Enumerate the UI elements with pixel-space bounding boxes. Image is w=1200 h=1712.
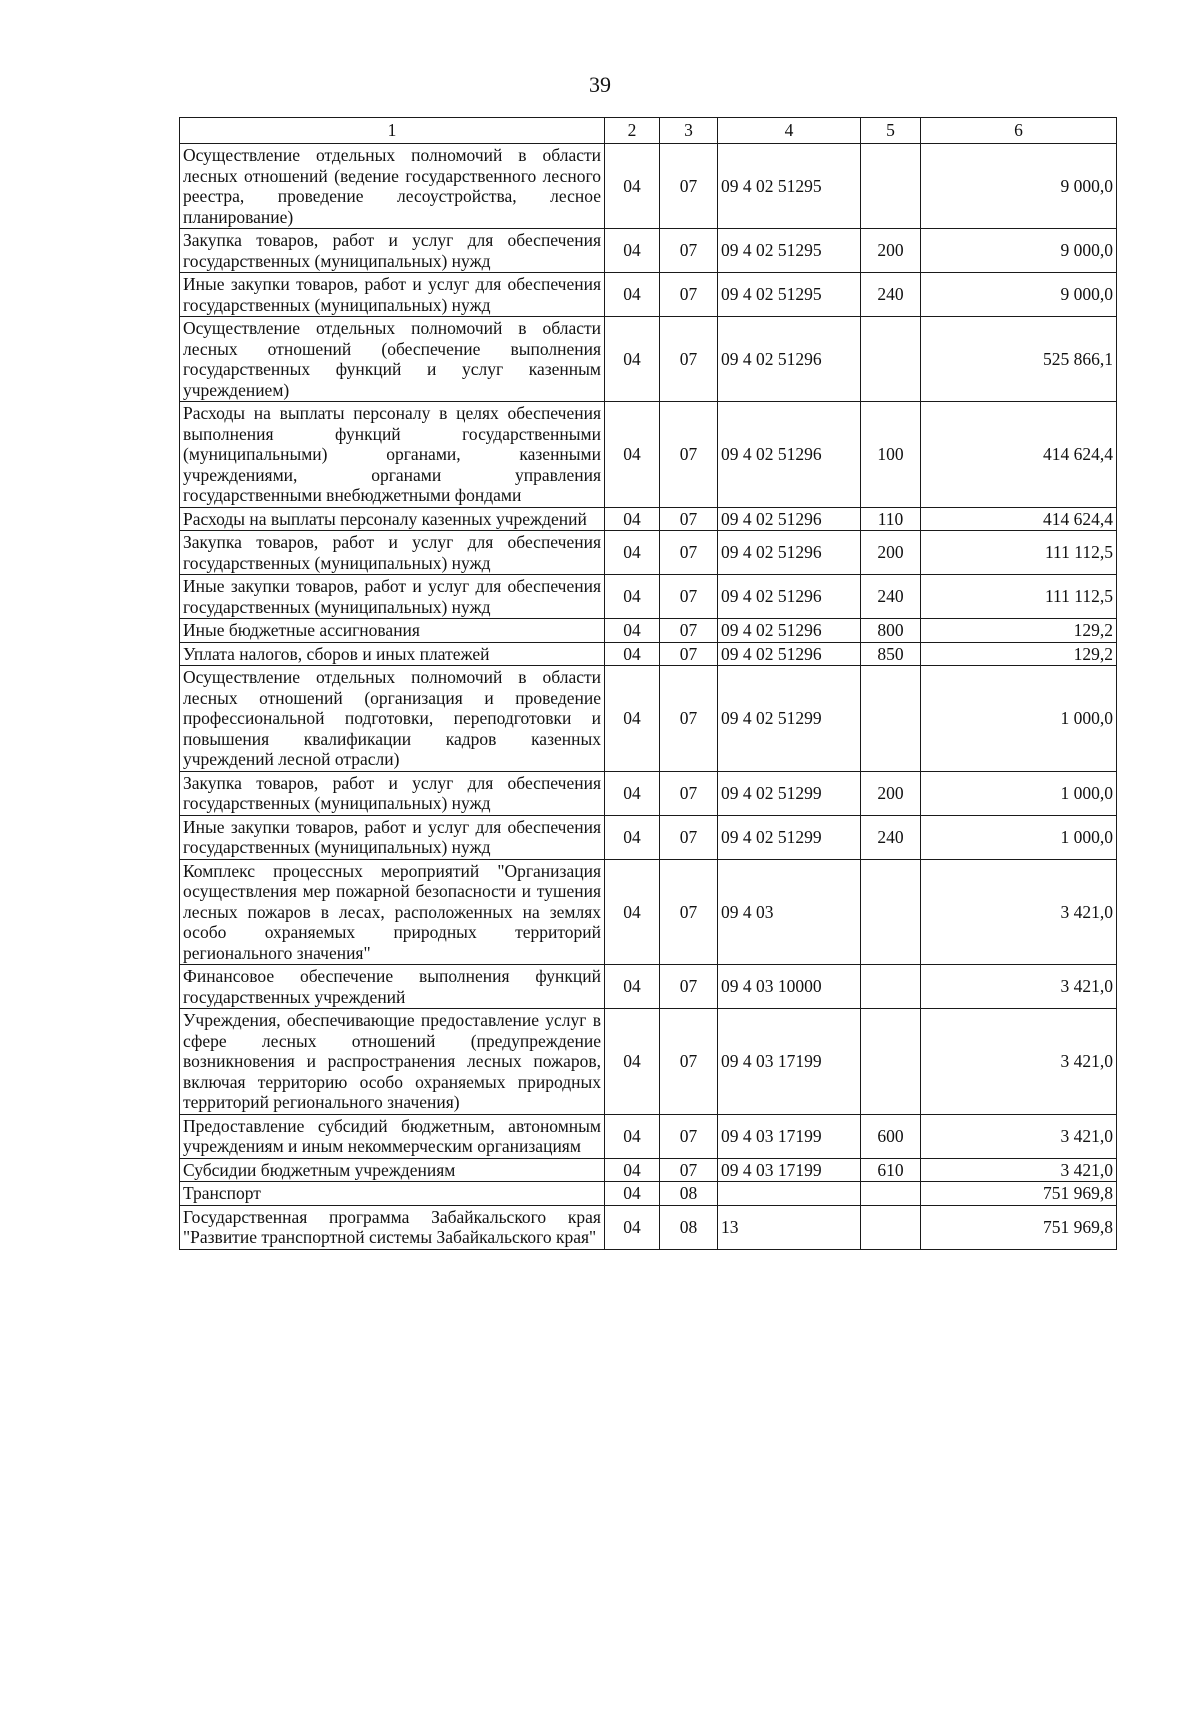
amount-cell: 414 624,4 xyxy=(921,402,1117,508)
expense-type-cell: 200 xyxy=(861,771,921,815)
subsection-code-cell: 08 xyxy=(660,1205,718,1249)
expense-type-cell: 110 xyxy=(861,507,921,531)
table-row xyxy=(180,1009,1117,1115)
expense-name-cell: Субсидии бюджетным учреждениям xyxy=(180,1158,605,1182)
subsection-code-cell: 08 xyxy=(660,1182,718,1206)
target-article-cell: 09 4 03 17199 xyxy=(718,1114,861,1158)
expense-type-cell xyxy=(861,1009,921,1115)
table-row xyxy=(180,642,1117,666)
subsection-code-cell: 07 xyxy=(660,402,718,508)
expense-name-cell: Уплата налогов, сборов и иных платежей xyxy=(180,642,605,666)
column-header: 1 xyxy=(180,118,605,144)
expense-type-cell: 240 xyxy=(861,273,921,317)
subsection-code-cell: 07 xyxy=(660,1158,718,1182)
target-article-cell: 09 4 02 51299 xyxy=(718,666,861,772)
column-header: 6 xyxy=(921,118,1117,144)
table-row xyxy=(180,531,1117,575)
table-row xyxy=(180,317,1117,402)
subsection-code-cell: 07 xyxy=(660,815,718,859)
target-article-cell: 09 4 02 51296 xyxy=(718,402,861,508)
amount-cell: 3 421,0 xyxy=(921,859,1117,965)
expense-type-cell: 240 xyxy=(861,815,921,859)
expense-name-cell: Комплекс процессных мероприятий "Организация осуществления мер пожарной безопасности и тушения лесных пожаров в лесах, расположенных на землях особо охраняемых природных территорий регионального значения" xyxy=(180,859,605,965)
section-code-cell: 04 xyxy=(605,1114,660,1158)
target-article-cell: 09 4 03 xyxy=(718,859,861,965)
subsection-code-cell: 07 xyxy=(660,273,718,317)
column-header: 5 xyxy=(861,118,921,144)
expense-name-cell: Иные закупки товаров, работ и услуг для обеспечения государственных (муниципальных) нужд xyxy=(180,575,605,619)
table-row xyxy=(180,1114,1117,1158)
expense-name-cell: Предоставление субсидий бюджетным, автономным учреждениям и иным некоммерческим организациям xyxy=(180,1114,605,1158)
section-code-cell: 04 xyxy=(605,619,660,643)
page-number: 39 xyxy=(589,72,611,97)
subsection-code-cell: 07 xyxy=(660,666,718,772)
amount-cell: 751 969,8 xyxy=(921,1205,1117,1249)
section-code-cell: 04 xyxy=(605,666,660,772)
target-article-cell: 09 4 03 17199 xyxy=(718,1158,861,1182)
target-article-cell: 09 4 02 51295 xyxy=(718,144,861,229)
table-header-row xyxy=(180,118,1117,144)
expense-type-cell: 200 xyxy=(861,531,921,575)
target-article-cell: 09 4 02 51296 xyxy=(718,317,861,402)
amount-cell: 1 000,0 xyxy=(921,666,1117,772)
expense-name-cell: Закупка товаров, работ и услуг для обеспечения государственных (муниципальных) нужд xyxy=(180,531,605,575)
expense-type-cell xyxy=(861,1182,921,1206)
expense-type-cell xyxy=(861,859,921,965)
table-row xyxy=(180,666,1117,772)
target-article-cell: 09 4 02 51295 xyxy=(718,229,861,273)
section-code-cell: 04 xyxy=(605,1205,660,1249)
section-code-cell: 04 xyxy=(605,1182,660,1206)
expense-name-cell: Иные закупки товаров, работ и услуг для обеспечения государственных (муниципальных) нужд xyxy=(180,273,605,317)
section-code-cell: 04 xyxy=(605,144,660,229)
expense-name-cell: Осуществление отдельных полномочий в области лесных отношений (ведение государственного лесного реестра, проведение лесоустройства, лесное планирование) xyxy=(180,144,605,229)
target-article-cell xyxy=(718,1182,861,1206)
expense-name-cell: Иные бюджетные ассигнования xyxy=(180,619,605,643)
target-article-cell: 09 4 02 51296 xyxy=(718,575,861,619)
subsection-code-cell: 07 xyxy=(660,619,718,643)
expense-type-cell: 100 xyxy=(861,402,921,508)
table-row xyxy=(180,859,1117,965)
amount-cell: 3 421,0 xyxy=(921,1114,1117,1158)
section-code-cell: 04 xyxy=(605,402,660,508)
section-code-cell: 04 xyxy=(605,642,660,666)
table-row xyxy=(180,815,1117,859)
expense-type-cell: 240 xyxy=(861,575,921,619)
expense-type-cell: 600 xyxy=(861,1114,921,1158)
expense-type-cell: 200 xyxy=(861,229,921,273)
amount-cell: 9 000,0 xyxy=(921,144,1117,229)
expense-type-cell: 800 xyxy=(861,619,921,643)
subsection-code-cell: 07 xyxy=(660,229,718,273)
subsection-code-cell: 07 xyxy=(660,642,718,666)
expense-name-cell: Финансовое обеспечение выполнения функций государственных учреждений xyxy=(180,965,605,1009)
section-code-cell: 04 xyxy=(605,273,660,317)
section-code-cell: 04 xyxy=(605,575,660,619)
table-row xyxy=(180,229,1117,273)
target-article-cell: 09 4 02 51299 xyxy=(718,815,861,859)
subsection-code-cell: 07 xyxy=(660,317,718,402)
amount-cell: 751 969,8 xyxy=(921,1182,1117,1206)
amount-cell: 129,2 xyxy=(921,642,1117,666)
subsection-code-cell: 07 xyxy=(660,965,718,1009)
table-row xyxy=(180,1205,1117,1249)
table-row xyxy=(180,1182,1117,1206)
section-code-cell: 04 xyxy=(605,771,660,815)
subsection-code-cell: 07 xyxy=(660,144,718,229)
expense-name-cell: Закупка товаров, работ и услуг для обеспечения государственных (муниципальных) нужд xyxy=(180,771,605,815)
target-article-cell: 09 4 02 51296 xyxy=(718,507,861,531)
expense-name-cell: Осуществление отдельных полномочий в области лесных отношений (обеспечение выполнения государственных функций и услуг казенным учреждением) xyxy=(180,317,605,402)
table-row xyxy=(180,144,1117,229)
expense-name-cell: Расходы на выплаты персоналу в целях обеспечения выполнения функций государственными (муниципальными) органами, казенными учреждениями, органами управления государственными внебюджетными фондами xyxy=(180,402,605,508)
expense-type-cell xyxy=(861,1205,921,1249)
target-article-cell: 09 4 02 51299 xyxy=(718,771,861,815)
expense-name-cell: Иные закупки товаров, работ и услуг для обеспечения государственных (муниципальных) нужд xyxy=(180,815,605,859)
section-code-cell: 04 xyxy=(605,965,660,1009)
amount-cell: 111 112,5 xyxy=(921,575,1117,619)
column-header: 3 xyxy=(660,118,718,144)
amount-cell: 111 112,5 xyxy=(921,531,1117,575)
subsection-code-cell: 07 xyxy=(660,1114,718,1158)
expense-type-cell xyxy=(861,666,921,772)
expense-name-cell: Закупка товаров, работ и услуг для обеспечения государственных (муниципальных) нужд xyxy=(180,229,605,273)
subsection-code-cell: 07 xyxy=(660,771,718,815)
expense-name-cell: Осуществление отдельных полномочий в области лесных отношений (организация и проведение профессиональной подготовки, переподготовки и повышения квалификации кадров казенных учреждений лесной отрасли) xyxy=(180,666,605,772)
target-article-cell: 09 4 03 10000 xyxy=(718,965,861,1009)
amount-cell: 3 421,0 xyxy=(921,1009,1117,1115)
table-row xyxy=(180,1158,1117,1182)
expense-name-cell: Государственная программа Забайкальского края "Развитие транспортной системы Забайкальского края" xyxy=(180,1205,605,1249)
amount-cell: 9 000,0 xyxy=(921,273,1117,317)
table-row xyxy=(180,402,1117,508)
expense-name-cell: Учреждения, обеспечивающие предоставление услуг в сфере лесных отношений (предупреждение возникновения и распространения лесных пожаров, включая территорию особо охраняемых природных территорий регионального значения) xyxy=(180,1009,605,1115)
expense-type-cell: 850 xyxy=(861,642,921,666)
section-code-cell: 04 xyxy=(605,1009,660,1115)
expense-type-cell xyxy=(861,317,921,402)
amount-cell: 1 000,0 xyxy=(921,815,1117,859)
target-article-cell: 09 4 02 51296 xyxy=(718,531,861,575)
amount-cell: 129,2 xyxy=(921,619,1117,643)
section-code-cell: 04 xyxy=(605,531,660,575)
amount-cell: 414 624,4 xyxy=(921,507,1117,531)
expense-type-cell xyxy=(861,965,921,1009)
table-row xyxy=(180,273,1117,317)
subsection-code-cell: 07 xyxy=(660,575,718,619)
expense-name-cell: Расходы на выплаты персоналу казенных учреждений xyxy=(180,507,605,531)
table-row xyxy=(180,771,1117,815)
amount-cell: 1 000,0 xyxy=(921,771,1117,815)
target-article-cell: 09 4 02 51296 xyxy=(718,619,861,643)
subsection-code-cell: 07 xyxy=(660,531,718,575)
section-code-cell: 04 xyxy=(605,859,660,965)
budget-table xyxy=(179,117,1117,1250)
expense-type-cell: 610 xyxy=(861,1158,921,1182)
column-header: 2 xyxy=(605,118,660,144)
table-row xyxy=(180,507,1117,531)
target-article-cell: 09 4 02 51295 xyxy=(718,273,861,317)
section-code-cell: 04 xyxy=(605,1158,660,1182)
expense-name-cell: Транспорт xyxy=(180,1182,605,1206)
section-code-cell: 04 xyxy=(605,507,660,531)
subsection-code-cell: 07 xyxy=(660,1009,718,1115)
subsection-code-cell: 07 xyxy=(660,859,718,965)
section-code-cell: 04 xyxy=(605,317,660,402)
column-header: 4 xyxy=(718,118,861,144)
target-article-cell: 09 4 02 51296 xyxy=(718,642,861,666)
table-row xyxy=(180,619,1117,643)
section-code-cell: 04 xyxy=(605,815,660,859)
expense-type-cell xyxy=(861,144,921,229)
amount-cell: 3 421,0 xyxy=(921,965,1117,1009)
amount-cell: 525 866,1 xyxy=(921,317,1117,402)
target-article-cell: 09 4 03 17199 xyxy=(718,1009,861,1115)
table-row xyxy=(180,575,1117,619)
target-article-cell: 13 xyxy=(718,1205,861,1249)
amount-cell: 9 000,0 xyxy=(921,229,1117,273)
table-body xyxy=(180,144,1117,1250)
section-code-cell: 04 xyxy=(605,229,660,273)
amount-cell: 3 421,0 xyxy=(921,1158,1117,1182)
subsection-code-cell: 07 xyxy=(660,507,718,531)
table-row xyxy=(180,965,1117,1009)
